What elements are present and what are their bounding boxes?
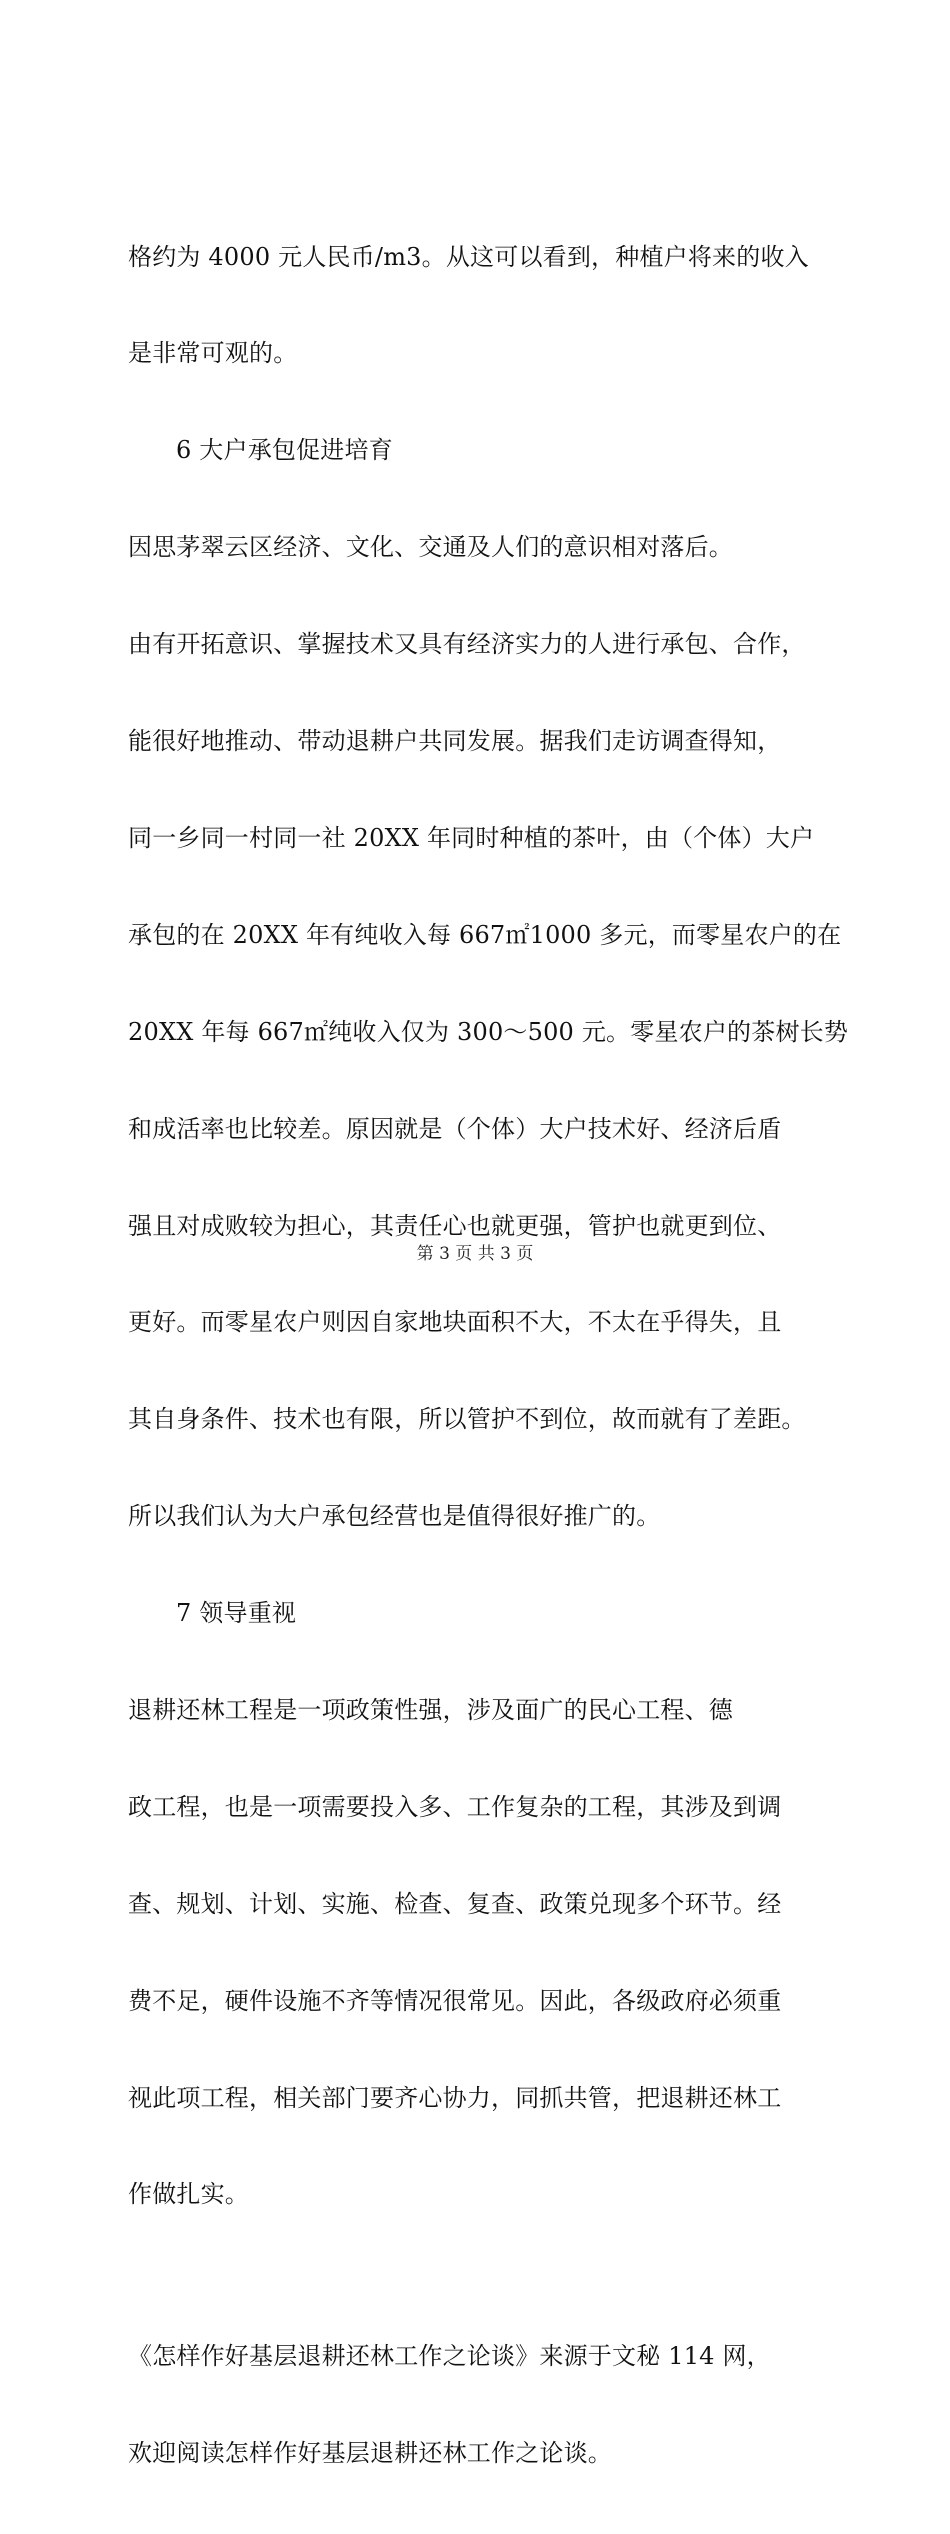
paragraph-leadership bbox=[128, 1629, 868, 2275]
text-line: 视此项工程，相关部门要齐心协力，同抓共管，把退耕还林工 bbox=[128, 2083, 782, 2112]
text-line: 强且对成败较为担心，其责任心也就更强，管护也就更到位、 bbox=[128, 1211, 782, 1240]
text-line: 承包的在 20XX 年有纯收入每 667㎡1000 多元，而零星农户的在 bbox=[128, 920, 842, 949]
text-line: 费不足，硬件设施不齐等情况很常见。因此，各级政府必须重 bbox=[128, 1986, 782, 2015]
document-body bbox=[128, 176, 868, 2534]
text-line: 作做扎实。 bbox=[128, 2180, 249, 2209]
paragraph-source-note bbox=[128, 2275, 868, 2533]
text-line: 更好。而零星农户则因自家地块面积不大，不太在乎得失，且 bbox=[128, 1308, 782, 1337]
page-number-footer: 第 3 页 共 3 页 bbox=[416, 1244, 534, 1264]
text-line: 其自身条件、技术也有限，所以管护不到位，故而就有了差距。 bbox=[128, 1405, 806, 1434]
text-line: 政工程，也是一项需要投入多、工作复杂的工程，其涉及到调 bbox=[128, 1792, 782, 1821]
text-line: 《怎样作好基层退耕还林工作之论谈》来源于文秘 114 网， bbox=[128, 2341, 771, 2370]
section-heading-7: 7 领导重视 bbox=[176, 1599, 297, 1628]
paragraph-large-contractor bbox=[128, 467, 868, 1597]
text-line: 欢迎阅读怎样作好基层退耕还林工作之论谈。 bbox=[128, 2438, 612, 2467]
section-heading-6: 6 大户承包促进培育 bbox=[176, 436, 393, 465]
text-line: 20XX 年每 667㎡纯收入仅为 300～500 元。零星农户的茶树长势 bbox=[128, 1017, 849, 1046]
text-line: 退耕还林工程是一项政策性强，涉及面广的民心工程、德 bbox=[128, 1695, 733, 1724]
text-line: 同一乡同一村同一社 20XX 年同时种植的茶叶，由（个体）大户 bbox=[128, 823, 815, 852]
text-line: 和成活率也比较差。原因就是（个体）大户技术好、经济后盾 bbox=[128, 1114, 782, 1143]
text-line: 格约为 4000 元人民币/m3。从这可以看到，种植户将来的收入 bbox=[128, 242, 809, 271]
text-line: 是非常可观的。 bbox=[128, 339, 298, 368]
text-line: 所以我们认为大户承包经营也是值得很好推广的。 bbox=[128, 1502, 661, 1531]
paragraph-price-income bbox=[128, 176, 868, 434]
text-line: 由有开拓意识、掌握技术又具有经济实力的人进行承包、合作， bbox=[128, 630, 806, 659]
text-line: 查、规划、计划、实施、检查、复查、政策兑现多个环节。经 bbox=[128, 1889, 782, 1918]
text-line: 因思茅翠云区经济、文化、交通及人们的意识相对落后。 bbox=[128, 533, 733, 562]
text-line: 能很好地推动、带动退耕户共同发展。据我们走访调查得知， bbox=[128, 727, 782, 756]
